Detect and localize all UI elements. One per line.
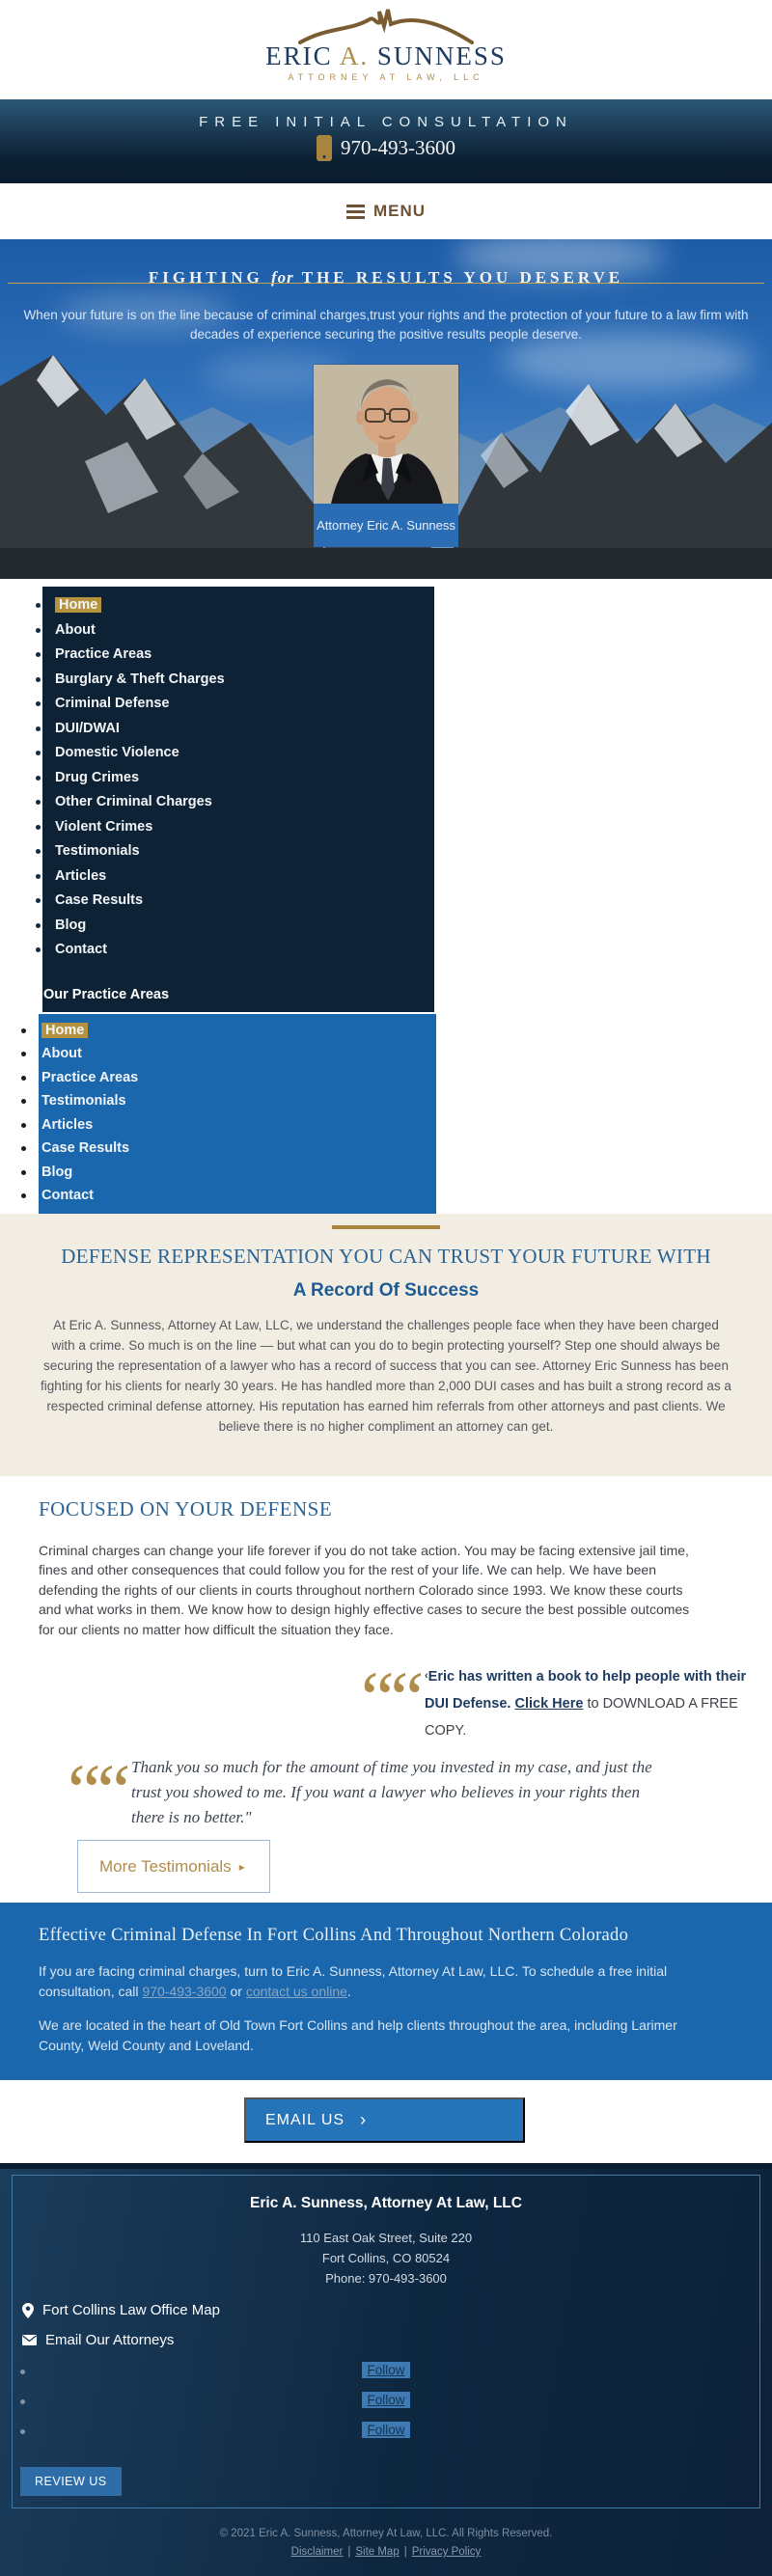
testimonial-text: Thank you so much for the amount of time you invested in my case, and just the trust you showed to me. If you want a lawyer who believes in your rights then there is no better." xyxy=(131,1758,652,1826)
more-testimonials-label: More Testimonials xyxy=(99,1856,232,1876)
primary-nav-item-label: Domestic Violence xyxy=(55,745,179,760)
primary-nav-item[interactable] xyxy=(42,717,434,742)
record-of-success-section xyxy=(0,1214,772,1476)
attorney-photo xyxy=(314,365,458,504)
phone-number[interactable]: 970-493-3600 xyxy=(341,136,455,159)
primary-nav-item[interactable] xyxy=(42,889,434,914)
secondary-nav-item-label: Blog xyxy=(41,1164,73,1180)
primary-nav-item-label: About xyxy=(55,621,96,638)
focused-heading: FOCUSED ON YOUR DEFENSE xyxy=(39,1496,333,1521)
secondary-nav-list xyxy=(39,1019,436,1208)
cta-p1-end: . xyxy=(346,1984,351,1999)
link-separator: | xyxy=(403,2546,407,2558)
primary-nav-item[interactable] xyxy=(42,618,434,644)
book-marker-icon: ‹ xyxy=(425,1670,428,1682)
hero-title xyxy=(0,268,772,288)
primary-nav-item[interactable] xyxy=(42,938,434,963)
primary-nav-item-label: Articles xyxy=(55,867,107,884)
privacy-policy-link[interactable]: Privacy Policy xyxy=(411,2546,482,2558)
cta-section xyxy=(0,1903,772,2080)
primary-nav-item[interactable] xyxy=(42,593,434,618)
secondary-nav-item[interactable] xyxy=(39,1113,436,1137)
secondary-nav-item[interactable] xyxy=(39,1066,436,1090)
social-follow-item xyxy=(13,2362,759,2381)
cta-p1-mid: or xyxy=(226,1984,246,1999)
footer-address-line1: 110 East Oak Street, Suite 220 xyxy=(299,2231,473,2245)
secondary-nav-item[interactable] xyxy=(39,1089,436,1113)
follow-link[interactable]: Follow xyxy=(362,2392,409,2408)
cta-heading: Effective Criminal Defense In Fort Collins And Throughout Northern Colorado xyxy=(39,1926,629,1945)
primary-nav-item[interactable] xyxy=(42,864,434,890)
secondary-nav-item-label: Contact xyxy=(41,1188,94,1203)
consultation-bar xyxy=(0,99,772,183)
menu-button[interactable] xyxy=(0,183,772,239)
record-heading: DEFENSE REPRESENTATION YOU CAN TRUST YOUR FUTURE WITH xyxy=(61,1244,711,1268)
book-callout-bold: Eric has written a book to help people with their DUI Defense. xyxy=(425,1669,747,1712)
secondary-nav-item-label: About xyxy=(41,1046,82,1061)
contact-online-link[interactable]: contact us online xyxy=(245,1984,347,1999)
footer-address xyxy=(13,2228,759,2288)
disclaimer-link[interactable]: Disclaimer xyxy=(290,2546,344,2558)
secondary-nav-item-label: Articles xyxy=(41,1116,94,1133)
primary-nav-item[interactable] xyxy=(42,839,434,864)
copyright-text: © 2021 Eric A. Sunness, Attorney At Law, LLC. All Rights Reserved. xyxy=(219,2528,553,2539)
hero-title-italic: for xyxy=(271,268,294,288)
primary-nav-item-label: Drug Crimes xyxy=(55,769,140,785)
follow-link[interactable]: Follow xyxy=(362,2422,409,2438)
focused-defense-section xyxy=(0,1476,772,1894)
click-here-link[interactable]: Click Here xyxy=(514,1696,584,1712)
site-footer xyxy=(0,2163,772,2576)
secondary-nav-item-label: Practice Areas xyxy=(41,1069,139,1085)
hero-subtitle: When your future is on the line because of criminal charges,trust your rights and the protection of your future to a law firm with decades of experience securing the positive results people deserve. xyxy=(23,307,749,343)
email-us-label: EMAIL US xyxy=(265,2111,345,2128)
hero-title-post: THE RESULTS YOU DESERVE xyxy=(293,268,624,288)
cta-paragraph-1 xyxy=(39,1961,680,2002)
primary-nav-item-label: Home xyxy=(55,597,101,613)
primary-nav-item-label: DUI/DWAI xyxy=(55,720,120,736)
primary-nav-item-label: Violent Crimes xyxy=(55,818,153,835)
mountain-ridge-logo-icon xyxy=(294,2,478,46)
footer-phone[interactable]: Phone: 970-493-3600 xyxy=(325,2271,447,2286)
primary-nav-item[interactable] xyxy=(42,643,434,668)
secondary-nav-item[interactable] xyxy=(39,1019,436,1043)
social-follow-list xyxy=(13,2362,759,2441)
brand-accent: A. xyxy=(339,41,370,70)
office-map-label: Fort Collins Law Office Map xyxy=(42,2302,220,2318)
cta-paragraph-2: We are located in the heart of Old Town Fort Collins and help clients throughout the area, including Larimer County, Weld County and Loveland. xyxy=(39,2017,677,2053)
primary-nav-item-label: Criminal Defense xyxy=(55,696,170,711)
email-attorneys-link[interactable] xyxy=(22,2332,759,2348)
brand-last: SUNNESS xyxy=(369,41,507,70)
secondary-nav-item[interactable] xyxy=(39,1161,436,1185)
book-callout-text xyxy=(425,1662,772,1744)
secondary-nav-item[interactable] xyxy=(39,1042,436,1066)
follow-link[interactable]: Follow xyxy=(362,2362,409,2378)
footer-info-box xyxy=(12,2175,760,2508)
record-body: At Eric A. Sunness, Attorney At Law, LLC, we understand the challenges people face when they have been charged with a crime. So much is on the line — but what can you do to begin protecting yourself? Step one should always be securing the representation of a lawyer who has a record of success that you can see. Attorney Eric Sunness has been fighting for his clients for nearly 30 years. He has handled more than 2,000 DUI cases and has built a strong record as a respected criminal defense attorney. His reputation has earned him referrals from other attorneys and past clients. We believe there is no higher compliment an attorney can get. xyxy=(41,1317,731,1434)
hero-banner xyxy=(0,239,772,579)
office-map-link[interactable] xyxy=(22,2302,759,2318)
brand-tagline: ATTORNEY AT LAW, LLC xyxy=(288,72,484,82)
primary-nav-item[interactable] xyxy=(42,815,434,840)
primary-nav-item-label: Practice Areas xyxy=(55,646,152,662)
map-pin-icon xyxy=(22,2303,34,2318)
primary-nav-item[interactable] xyxy=(42,914,434,939)
social-follow-item xyxy=(13,2392,759,2411)
sitemap-link[interactable]: Site Map xyxy=(355,2546,400,2558)
dui-book-callout xyxy=(361,1656,772,1749)
chevron-right-icon: › xyxy=(360,2110,368,2129)
review-us-button[interactable]: REVIEW US xyxy=(20,2467,122,2496)
social-follow-item xyxy=(13,2422,759,2441)
primary-nav-item[interactable] xyxy=(42,692,434,717)
quote-icon: ““ xyxy=(68,1748,127,1832)
quote-icon: ““ xyxy=(361,1656,421,1740)
secondary-nav-item[interactable] xyxy=(39,1184,436,1208)
primary-nav-item-label: Testimonials xyxy=(55,843,140,859)
primary-nav-item[interactable] xyxy=(42,741,434,766)
consultation-text: FREE INITIAL CONSULTATION xyxy=(199,114,573,130)
practice-areas-heading: Our Practice Areas xyxy=(43,986,170,1002)
email-cta-row xyxy=(0,2080,772,2163)
menu-label: MENU xyxy=(372,202,427,220)
primary-nav-item[interactable] xyxy=(42,668,434,693)
link-separator: | xyxy=(347,2546,351,2558)
footer-links xyxy=(0,2546,772,2558)
arrow-right-icon: ▸ xyxy=(238,1859,245,1874)
hero-title-pre: FIGHTING xyxy=(148,268,271,288)
secondary-nav-item-label: Testimonials xyxy=(41,1093,126,1109)
site-header xyxy=(0,0,772,99)
envelope-icon xyxy=(22,2335,37,2345)
book-callout-rest: to DOWNLOAD A FREE COPY. xyxy=(425,1696,738,1739)
footer-bottom xyxy=(0,2508,772,2571)
primary-nav-item-label: Blog xyxy=(55,917,87,933)
secondary-nav xyxy=(39,1014,436,1214)
primary-nav-item-label: Case Results xyxy=(55,892,144,908)
primary-nav-item-label: Contact xyxy=(55,942,107,957)
primary-nav-item[interactable] xyxy=(42,766,434,791)
gold-divider xyxy=(8,283,764,284)
focused-body: Criminal charges can change your life forever if you do not take action. You may be facing extensive jail time, fines and other consequences that could follow you for the rest of your life. We can help. We have been defending the rights of our clients in courts throughout northern Colorado since 1993. We know these courts and what works in them. We know how to design highly effective cases to secure the best possible outcomes for our clients no matter how difficult the situation they face. xyxy=(39,1542,690,1637)
phone-link[interactable]: 970-493-3600 xyxy=(142,1984,227,1999)
email-us-button[interactable] xyxy=(244,2097,525,2143)
primary-nav-item-label: Burglary & Theft Charges xyxy=(55,671,225,687)
footer-address-line2: Fort Collins, CO 80524 xyxy=(321,2251,451,2265)
photo-caption: Attorney Eric A. Sunness xyxy=(314,504,458,547)
phone-icon xyxy=(317,135,332,161)
brand-first: ERIC xyxy=(265,41,340,70)
primary-nav-item-label: Other Criminal Charges xyxy=(55,794,212,809)
email-attorneys-label: Email Our Attorneys xyxy=(45,2332,175,2348)
secondary-nav-item-label: Case Results xyxy=(41,1140,130,1156)
gold-accent-bar xyxy=(332,1225,440,1229)
primary-nav-list xyxy=(42,593,434,963)
record-subheading: A Record Of Success xyxy=(292,1279,480,1301)
primary-nav-item[interactable] xyxy=(42,790,434,815)
brand-name[interactable] xyxy=(0,42,772,69)
hamburger-icon xyxy=(346,205,365,219)
cta-p1-pre: If you are facing criminal charges, turn to Eric A. Sunness, Attorney At Law, LLC. To schedule a free initial consultation, call xyxy=(39,1963,668,1999)
secondary-nav-item-label: Home xyxy=(41,1023,88,1038)
footer-firm-title: Eric A. Sunness, Attorney At Law, LLC xyxy=(250,2195,522,2211)
primary-nav xyxy=(42,587,434,1012)
testimonial-quote xyxy=(39,1748,733,1832)
more-testimonials-button[interactable] xyxy=(77,1840,270,1893)
secondary-nav-item[interactable] xyxy=(39,1137,436,1161)
